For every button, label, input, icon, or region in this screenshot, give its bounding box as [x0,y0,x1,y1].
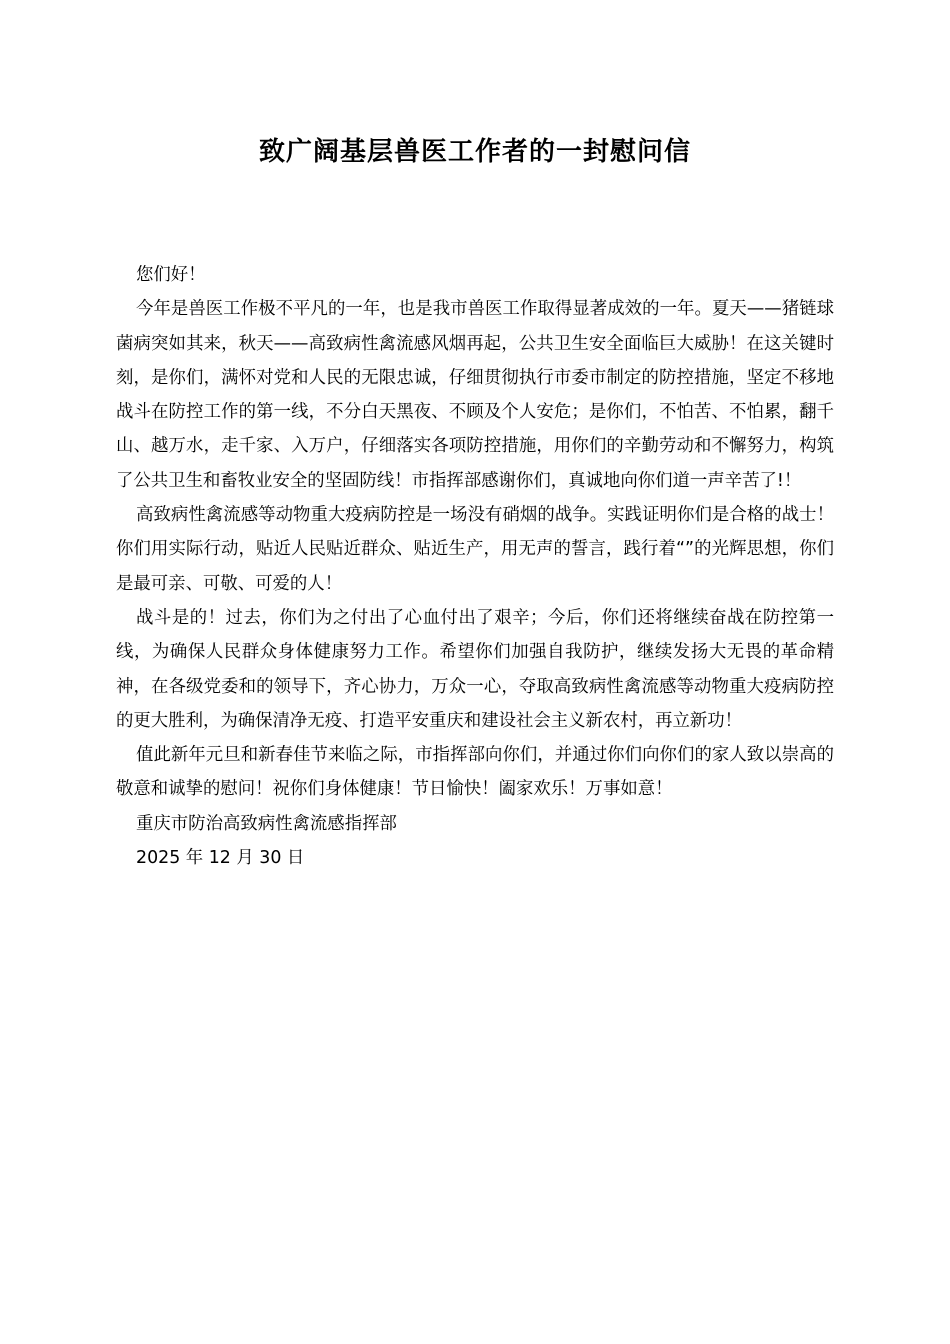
paragraph-1: 今年是兽医工作极不平凡的一年，也是我市兽医工作取得显著成效的一年。夏天——猪链球菌病突如其来，秋天——高致病性禽流感风烟再起，公共卫生安全面临巨大威胁！在这关键时刻，是你们，满怀对党和人民的无限忠诚，仔细贯彻执行市委市制定的防控措施，坚定不移地战斗在防控工作的第一线，不分白天黑夜、不顾及个人安危；是你们，不怕苦、不怕累，翻千山、越万水，走千家、入万户，仔细落实各项防控措施，用你们的辛勤劳动和不懈努力，构筑了公共卫生和畜牧业安全的坚固防线！市指挥部感谢你们，真诚地向你们道一声辛苦了!！ [116,299,834,491]
document-title: 致广阔基层兽医工作者的一封慰问信 [258,137,691,167]
paragraph-4: 值此新年元旦和新春佳节来临之际，市指挥部向你们，并通过你们向你们的家人致以崇高的敬意和诚挚的慰问！祝你们身体健康！节日愉快！阖家欢乐！万事如意！ [116,745,834,800]
paragraph-2: 高致病性禽流感等动物重大疫病防控是一场没有硝烟的战争。实践证明你们是合格的战士！你们用实际行动，贴近人民贴近群众、贴近生产，用无声的誓言，践行着“”的光辉思想，你们是最可亲、可敬、可爱的人！ [116,505,834,594]
signature: 重庆市防治高致病性禽流感指挥部 [136,813,397,834]
letter-body [116,258,834,875]
greeting: 您们好！ [136,265,206,285]
paragraph-3: 战斗是的！过去，你们为之付出了心血付出了艰辛；今后，你们还将继续奋战在防控第一线，为确保人民群众身体健康努力工作。希望你们加强自我防护，继续发扬大无畏的革命精神，在各级党委和的领导下，齐心协力，万众一心，夺取高致病性禽流感等动物重大疫病防控的更大胜利，为确保清净无疫、打造平安重庆和建设社会主义新农村，再立新功！ [116,607,834,731]
date: 2025 年 12 月 30 日 [136,848,305,869]
